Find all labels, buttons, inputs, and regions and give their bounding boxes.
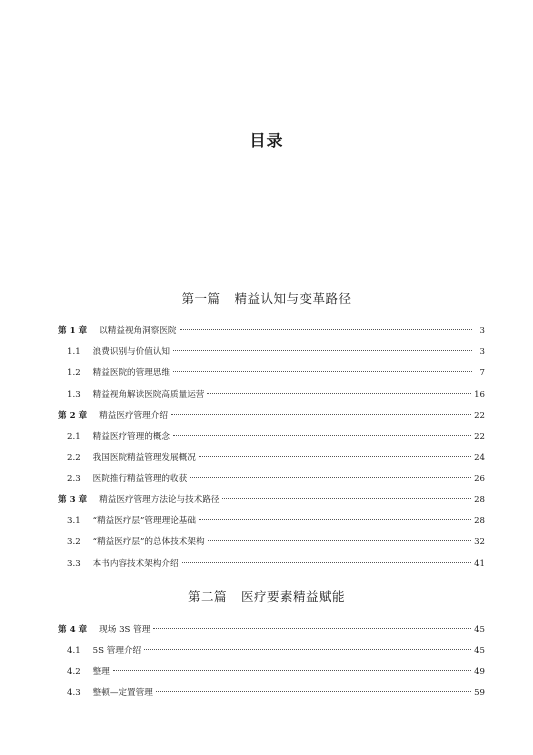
- toc-entry-chapter-3[interactable]: [58, 493, 485, 507]
- toc-entry-page: 16: [474, 390, 485, 400]
- toc-entry-title: 精益医院的管理思维: [92, 368, 171, 378]
- toc-entry-number: 4.1: [67, 646, 81, 656]
- toc-entry-section-2-2[interactable]: [58, 451, 485, 465]
- part-2-number: 第二篇: [187, 589, 227, 604]
- toc-entry-number: 2.2: [67, 453, 81, 463]
- toc-entry-title: 以精益视角洞察医院: [99, 326, 177, 336]
- toc-entry-title: 精益视角解读医院高质量运营: [92, 390, 205, 400]
- toc-entry-title: 精益医疗管理介绍: [99, 411, 168, 421]
- toc-entry-number: 3.3: [67, 559, 81, 569]
- dot-leader: [173, 435, 471, 436]
- dot-leader: [153, 628, 471, 629]
- dot-leader: [207, 393, 471, 394]
- toc-entry-title: “精益医疗层”的总体技术架构: [92, 537, 205, 547]
- toc-entry-section-4-3[interactable]: [58, 686, 485, 700]
- toc-entry-number: 第 3 章: [58, 495, 88, 505]
- toc-entry-number: 第 1 章: [58, 326, 88, 336]
- dot-leader: [156, 691, 471, 692]
- toc-entry-title: 整理: [92, 667, 110, 677]
- dot-leader: [199, 456, 471, 457]
- toc-entry-chapter-1[interactable]: [58, 324, 485, 338]
- dot-leader: [171, 414, 471, 415]
- toc-entry-number: 1.2: [67, 368, 81, 378]
- toc-entry-title: “精益医疗层”管理理论基础: [92, 516, 196, 526]
- toc-entry-number: 第 4 章: [58, 625, 88, 635]
- toc-entry-page: 28: [474, 516, 485, 526]
- page-title: 目录: [249, 131, 284, 150]
- dot-leader: [173, 371, 472, 372]
- toc-entry-number: 1.1: [67, 347, 81, 357]
- toc-entry-section-2-3[interactable]: [58, 472, 485, 486]
- part-1-title: 精益认知与变革路径: [234, 291, 352, 306]
- toc-entry-title: 整顿—定置管理: [92, 688, 153, 698]
- toc-entry-page: 26: [474, 474, 485, 484]
- dot-leader: [222, 498, 471, 499]
- toc-entry-page: 45: [474, 625, 485, 635]
- toc-entry-number: 第 2 章: [58, 411, 88, 421]
- dot-leader: [190, 477, 471, 478]
- part-1-number: 第一篇: [181, 291, 221, 306]
- toc-entry-page: 22: [474, 432, 485, 442]
- toc-entry-page: 7: [479, 368, 485, 378]
- toc-entry-page: 3: [479, 326, 485, 336]
- dot-leader: [173, 350, 472, 351]
- part-2-heading: [0, 587, 533, 605]
- dot-leader: [208, 540, 471, 541]
- toc-entry-title: 医院推行精益管理的收获: [92, 474, 188, 484]
- toc-entry-page: 24: [474, 453, 485, 463]
- toc-entry-number: 4.3: [67, 688, 81, 698]
- toc-entry-number: 3.1: [67, 516, 81, 526]
- toc-entry-page: 49: [474, 667, 485, 677]
- toc-entry-page: 45: [474, 646, 485, 656]
- toc-entry-number: 2.1: [67, 432, 81, 442]
- toc-entry-title: 浪费识别与价值认知: [92, 347, 171, 357]
- toc-entry-page: 59: [474, 688, 485, 698]
- toc-entry-section-1-3[interactable]: [58, 388, 485, 402]
- toc-entry-title: 本书内容技术架构介绍: [92, 559, 179, 569]
- toc-entry-number: 1.3: [67, 390, 81, 400]
- dot-leader: [180, 329, 472, 330]
- toc-entry-chapter-2[interactable]: [58, 409, 485, 423]
- toc-entry-title: 精益医疗管理的概念: [92, 432, 171, 442]
- toc-entry-title: 精益医疗管理方法论与技术路径: [99, 495, 220, 505]
- toc-entry-number: 3.2: [67, 537, 81, 547]
- dot-leader: [182, 562, 471, 563]
- dot-leader: [144, 649, 471, 650]
- toc-entry-section-4-2[interactable]: [58, 665, 485, 679]
- toc-entry-section-3-2[interactable]: [58, 535, 485, 549]
- toc-entry-section-4-1[interactable]: [58, 644, 485, 658]
- toc-entry-section-1-1[interactable]: [58, 345, 485, 359]
- toc-entry-section-2-1[interactable]: [58, 430, 485, 444]
- part-2-title: 医疗要素精益赋能: [241, 589, 346, 604]
- part-1-heading: [0, 289, 533, 307]
- toc-entry-chapter-4[interactable]: [58, 623, 485, 637]
- toc-entry-title: 现场 3S 管理: [99, 625, 151, 635]
- toc-entry-title: 5S 管理介绍: [92, 646, 142, 656]
- toc-entry-page: 3: [479, 347, 485, 357]
- toc-entry-page: 41: [474, 559, 485, 569]
- toc-entry-number: 2.3: [67, 474, 81, 484]
- toc-entry-section-3-1[interactable]: [58, 514, 485, 528]
- toc-entry-page: 32: [474, 537, 485, 547]
- dot-leader: [113, 670, 471, 671]
- toc-entry-title: 我国医院精益管理发展概况: [92, 453, 196, 463]
- toc-entry-section-3-3[interactable]: [58, 557, 485, 571]
- toc-entry-page: 28: [474, 495, 485, 505]
- toc-entry-page: 22: [474, 411, 485, 421]
- dot-leader: [199, 519, 471, 520]
- toc-entry-section-1-2[interactable]: [58, 366, 485, 380]
- toc-entry-number: 4.2: [67, 667, 81, 677]
